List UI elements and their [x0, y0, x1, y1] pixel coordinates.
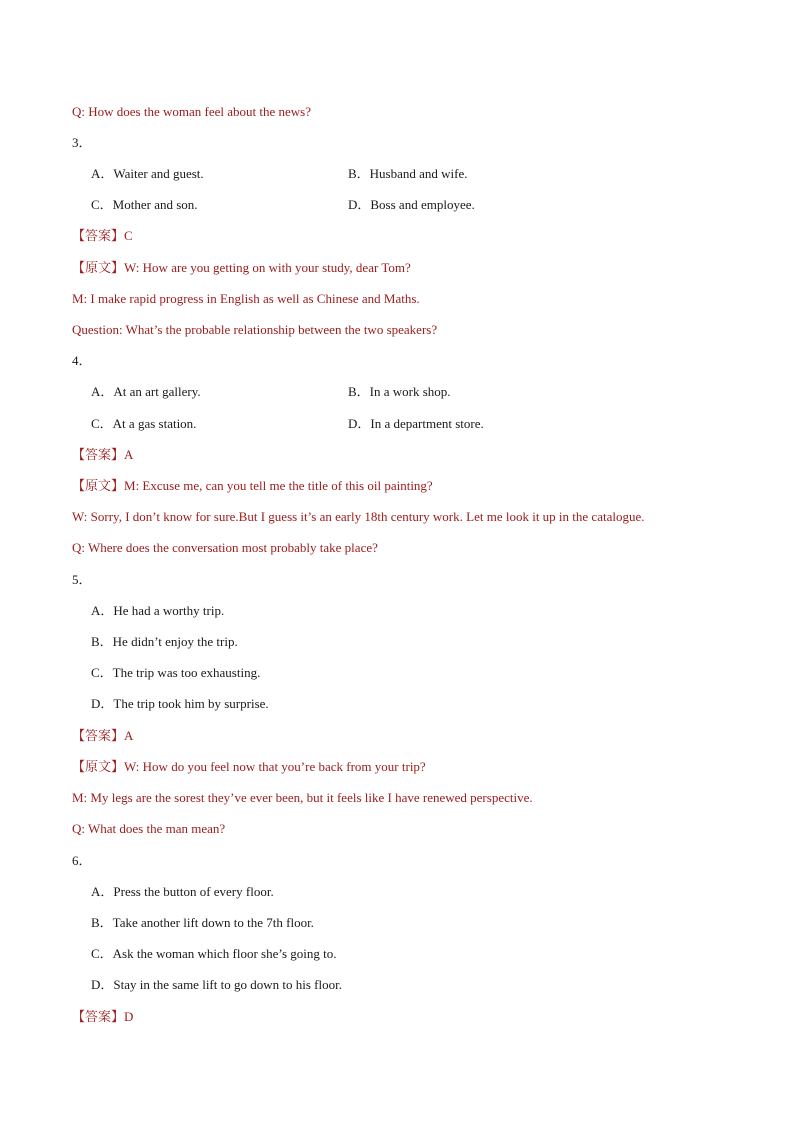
q4-option-c: C．At a gas station. — [91, 416, 197, 431]
q6-option-a: A．Press the button of every floor. — [91, 884, 274, 899]
q5-option-b: B．He didn’t enjoy the trip. — [91, 634, 238, 649]
q3-script-line-2: M: I make rapid progress in English as well as Chinese and Maths. — [72, 291, 420, 306]
q6-number: 6． — [72, 853, 92, 868]
answer-tag: 【答案】 — [72, 1010, 125, 1025]
q3-answer — [72, 228, 133, 245]
q5-script-line-1 — [72, 759, 426, 776]
q4-script-line-3: Q: Where does the conversation most probably take place? — [72, 540, 378, 555]
q3-number: 3． — [72, 135, 92, 150]
q5-option-d: D．The trip took him by surprise. — [91, 696, 269, 711]
q5-answer — [72, 728, 133, 745]
q3-option-a: A．Waiter and guest. — [91, 166, 204, 181]
answer-tag: 【答案】 — [72, 448, 125, 463]
q4-option-d: D．In a department store. — [348, 416, 484, 431]
q5-number: 5． — [72, 572, 92, 587]
q4-option-b: B．In a work shop. — [348, 384, 451, 399]
answer-value: A — [124, 728, 134, 743]
q2-question: Q: How does the woman feel about the news? — [72, 104, 311, 119]
script-text: M: Excuse me, can you tell me the title of this oil painting? — [124, 478, 433, 493]
q3-option-c: C．Mother and son. — [91, 197, 198, 212]
q6-answer — [72, 1009, 133, 1026]
q4-answer — [72, 447, 133, 464]
script-tag: 【原文】 — [72, 479, 125, 494]
q3-script-line-1 — [72, 260, 411, 277]
script-text: W: How do you feel now that you’re back from your trip? — [124, 759, 426, 774]
q3-option-d: D．Boss and employee. — [348, 197, 475, 212]
q3-option-b: B．Husband and wife. — [348, 166, 468, 181]
answer-tag: 【答案】 — [72, 729, 125, 744]
q5-script-line-3: Q: What does the man mean? — [72, 821, 226, 836]
script-tag: 【原文】 — [72, 760, 125, 775]
answer-value: A — [124, 447, 134, 462]
answer-value: C — [124, 228, 133, 243]
answer-tag: 【答案】 — [72, 229, 125, 244]
answer-value: D — [124, 1009, 134, 1024]
q5-option-a: A．He had a worthy trip. — [91, 603, 225, 618]
q6-option-b: B．Take another lift down to the 7th floor. — [91, 915, 314, 930]
q6-option-c: C．Ask the woman which floor she’s going to. — [91, 946, 337, 961]
q4-number: 4． — [72, 353, 92, 368]
script-text: W: How are you getting on with your study, dear Tom? — [124, 260, 411, 275]
script-tag: 【原文】 — [72, 261, 125, 276]
q3-script-line-3: Question: What’s the probable relationship between the two speakers? — [72, 322, 438, 337]
q4-script-line-1 — [72, 478, 433, 495]
q6-option-d: D．Stay in the same lift to go down to his floor. — [91, 977, 342, 992]
q5-option-c: C．The trip was too exhausting. — [91, 665, 261, 680]
q4-option-a: A．At an art gallery. — [91, 384, 201, 399]
q5-script-line-2: M: My legs are the sorest they’ve ever been, but it feels like I have renewed perspective. — [72, 790, 533, 805]
q4-script-line-2: W: Sorry, I don’t know for sure.But I guess it’s an early 18th century work. Let me look it up in the catalogue. — [72, 509, 645, 524]
